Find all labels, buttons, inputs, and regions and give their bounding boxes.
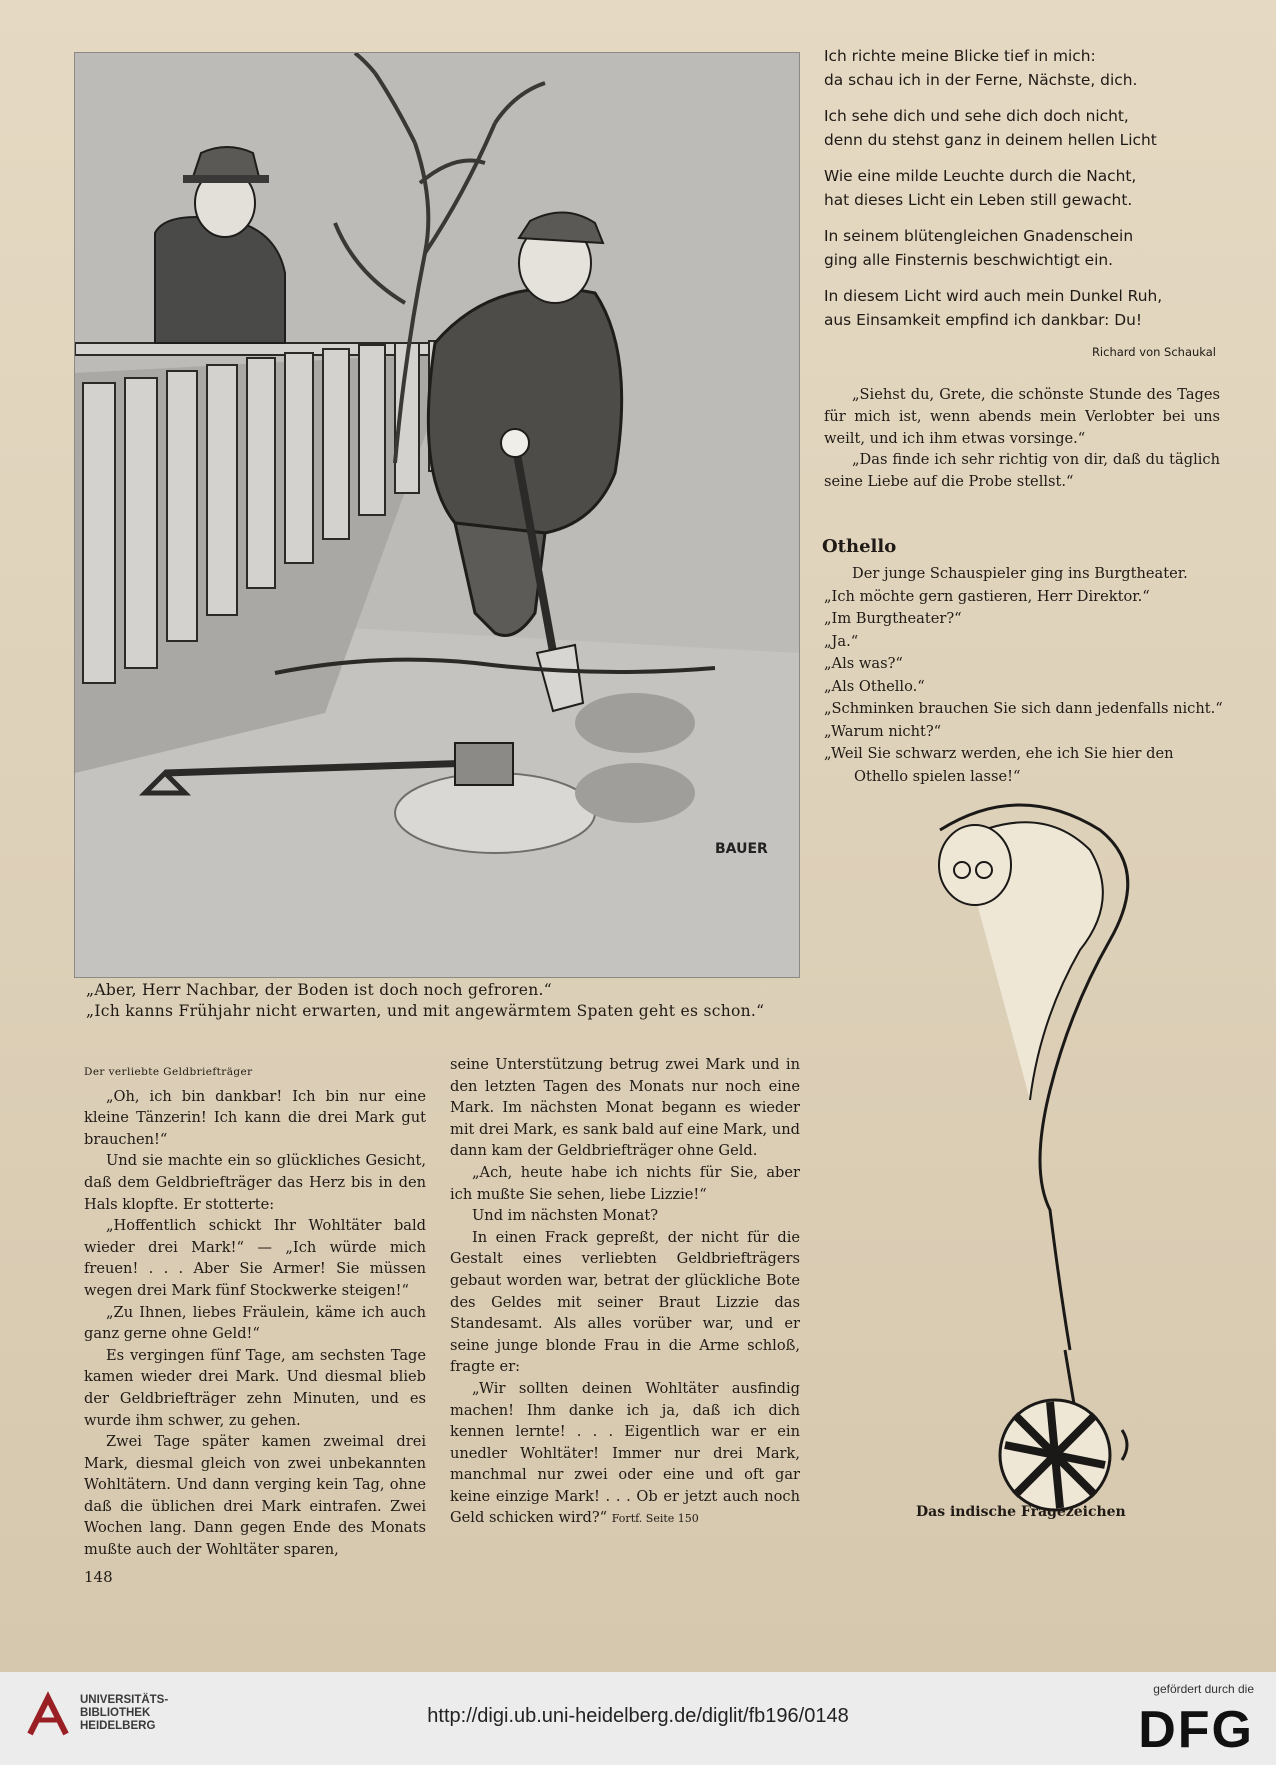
caption-line-1: „Aber, Herr Nachbar, der Boden ist doch noch gefroren.“ — [86, 981, 552, 999]
library-name-line: UNIVERSITÄTS- — [80, 1694, 169, 1706]
othello-line: „Ja.“ — [824, 632, 859, 650]
othello-text — [824, 563, 1228, 788]
othello-title: Othello — [822, 536, 897, 557]
othello-line: „Schminken brauchen Sie sich dann jedenfalls nicht.“ — [824, 700, 1223, 717]
story-paragraph: „Hoffentlich schickt Ihr Wohltäter bald wieder drei Mark!“ — „Ich würde mich freuen! . . . Aber Sie Armer! Sie müssen wegen drei Mark fünf Stockwerke steigen!“ — [84, 1217, 426, 1299]
story-paragraph-text: „Wir sollten deinen Wohltäter ausfindig machen! Ihm danke ich ja, daß ich dich kennen lernte! . . . Eigentlich war er ein unedler Wohltäter! Immer nur drei Mark, manchmal nur zwei oder eine und oft gar keine einzige Mark! . . . Ob er jetzt auch noch Geld schicken wird?“ — [450, 1379, 800, 1527]
othello-line: „Im Burgtheater?“ — [824, 610, 962, 627]
story-paragraph: Und sie machte ein so glückliches Gesicht, daß dem Geldbriefträger das Herz bis in den Hals klopfte. Er stotterte: — [84, 1152, 426, 1213]
story-paragraph: Es vergingen fünf Tage, am sechsten Tage kamen wieder drei Mark. Und diesmal blieb der Geldbriefträger zehn Minuten, und es wurde ihm schwer, zu gehen. — [84, 1346, 426, 1429]
poem-author: Richard von Schaukal — [1091, 345, 1216, 359]
poem — [824, 44, 1216, 364]
poem-line: In diesem Licht wird auch mein Dunkel Ruh, — [824, 287, 1163, 305]
story-paragraph: In einen Frack gepreßt, der nicht für die Gestalt eines verliebten Geldbriefträgers gebaut worden war, betrat der glückliche Bote des Geldes mit seiner Braut Lizzie das Standesamt. Als alles vorüber war, und er seine junge blonde Frau in die Arme schloß, fragte er: — [450, 1228, 800, 1376]
artist-signature: BAUER — [715, 841, 768, 857]
othello-line: „Warum nicht?“ — [824, 722, 942, 740]
story-paragraph: „Ach, heute habe ich nichts für Sie, aber ich mußte Sie sehen, liebe Lizzie!“ — [450, 1163, 800, 1203]
joke-paragraph: „Das finde ich sehr richtig von dir, daß du täglich seine Liebe auf die Probe stellst.“ — [824, 451, 1220, 491]
poem-line: hat dieses Licht ein Leben still gewacht. — [824, 191, 1133, 209]
story-column-1 — [84, 1062, 426, 1561]
poem-line: da schau ich in der Ferne, Nächste, dich. — [824, 71, 1138, 89]
joke-paragraph: „Siehst du, Grete, die schönste Stunde des Tages für mich ist, wenn abends mein Verlobter bei uns weilt, und ich ihm etwas vorsinge.“ — [824, 386, 1220, 447]
caption-line-2: „Ich kanns Frühjahr nicht erwarten, und mit angewärmtem Spaten geht es schon.“ — [86, 1002, 765, 1020]
digitization-footer — [0, 1672, 1276, 1765]
poem-line: Ich richte meine Blicke tief in mich: — [824, 47, 1096, 65]
permalink-url[interactable]: http://digi.ub.uni-heidelberg.de/diglit/fb196/0148 — [427, 1705, 849, 1727]
poem-line: Ich sehe dich und sehe dich doch nicht, — [824, 107, 1129, 125]
cartoon-caption — [86, 980, 806, 1022]
story-paragraph: „Zu Ihnen, liebes Fräulein, käme ich auch ganz gerne ohne Geld!“ — [84, 1303, 426, 1343]
poem-line: Wie eine milde Leuchte durch die Nacht, — [824, 167, 1137, 185]
othello-line: Der junge Schauspieler ging ins Burgtheater. — [852, 565, 1188, 582]
library-name-line: HEIDELBERG — [80, 1720, 156, 1732]
othello-line: „Weil Sie schwarz werden, ehe ich Sie hier den Othello spielen lasse!“ — [824, 745, 1174, 785]
story-paragraph: seine Unterstützung betrug zwei Mark und in den letzten Tagen des Monats nur noch eine Mark. Im nächsten Monat begann es wieder mit drei Mark, es sank bald auf eine Mark, und dann kam der Geldbriefträger ohne Geld. — [450, 1056, 800, 1160]
othello-line: „Als Othello.“ — [824, 677, 925, 695]
story-paragraph: „Oh, ich bin dankbar! Ich bin nur eine kleine Tänzerin! Ich kann die drei Mark gut brauchen!“ — [84, 1087, 426, 1148]
indian-question-mark-drawing — [900, 790, 1150, 1520]
main-cartoon — [74, 52, 800, 978]
story-paragraph: Zwei Tage später kamen zweimal drei Mark, diesmal gleich von zwei unbekannten Wohltätern. Und dann verging kein Tag, ohne daß die üblichen drei Mark eintrafen. Zwei Wochen lang. Dann gegen Ende des Monats mußte auch der Wohltäter sparen, — [84, 1433, 426, 1559]
question-mark-cartoon — [900, 790, 1150, 1520]
othello-line: „Als was?“ — [824, 655, 903, 672]
poem-line: In seinem blütengleichen Gnadenschein — [824, 227, 1134, 245]
story-paragraph: Und im nächsten Monat? — [472, 1207, 659, 1225]
story-column-2 — [450, 1054, 800, 1530]
poem-line: denn du stehst ganz in deinem hellen Licht — [824, 131, 1157, 149]
poem-stanza — [824, 104, 1216, 152]
question-mark-caption: Das indische Fragezeichen — [916, 1504, 1126, 1520]
continued-note: Fortf. Seite 150 — [611, 1512, 699, 1526]
poem-stanza — [824, 164, 1216, 212]
poem-stanza — [824, 44, 1216, 92]
page-number: 148 — [84, 1568, 113, 1586]
joke-grete — [824, 384, 1220, 493]
poem-stanza — [824, 284, 1216, 332]
poem-line: ging alle Finsternis beschwichtigt ein. — [824, 251, 1114, 269]
library-name-line: BIBLIOTHEK — [80, 1707, 151, 1719]
cartoon-illustration — [75, 53, 799, 977]
poem-stanza — [824, 224, 1216, 272]
funding-label: gefördert durch die — [1153, 1682, 1254, 1696]
poem-line: aus Einsamkeit empfind ich dankbar: Du! — [824, 311, 1143, 329]
dfg-logo[interactable]: DFG — [1138, 1701, 1254, 1759]
othello-line: „Ich möchte gern gastieren, Herr Direktor.“ — [824, 587, 1150, 605]
story-paragraph — [450, 1378, 800, 1530]
story-heading: Der verliebte Geldbriefträger — [84, 1066, 253, 1078]
